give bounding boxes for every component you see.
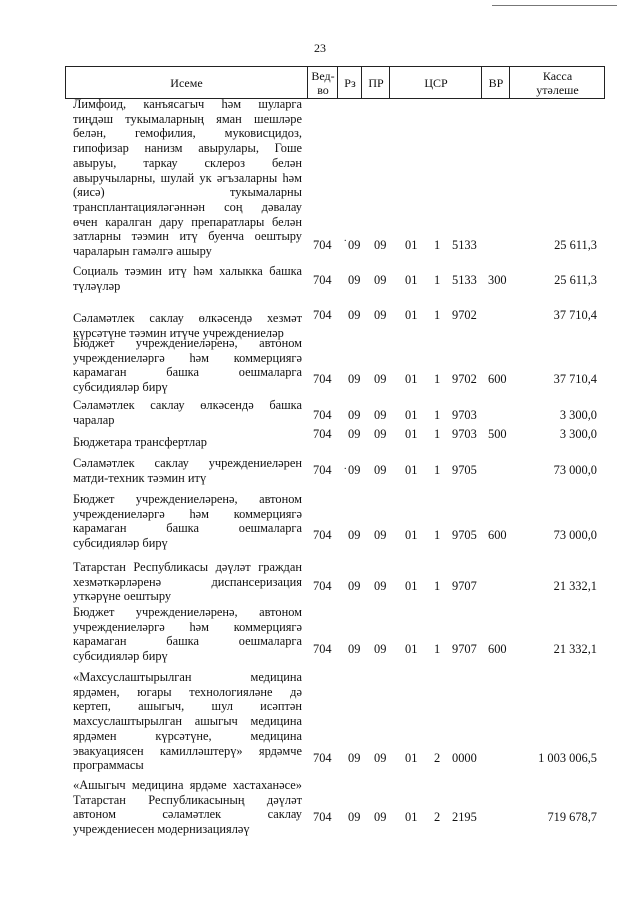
cell-pr: 09 bbox=[374, 751, 387, 765]
row-name-line: авыручыларны, шулай ук әгъзаларны һәм bbox=[73, 170, 302, 185]
cell-csr-code: 9703 bbox=[452, 427, 477, 441]
cell-rz: 09 bbox=[348, 642, 361, 656]
cell-pr: 09 bbox=[374, 308, 387, 322]
cell-csr-code: 5133 bbox=[452, 238, 477, 252]
cell-csr-program: 01 bbox=[405, 308, 418, 322]
row-name-line: Бюджет учреждениеләренә, автоном bbox=[73, 336, 302, 350]
cell-csr-program: 01 bbox=[405, 372, 418, 386]
cell-rz: 09 bbox=[348, 238, 361, 252]
row-name-line: карамаган башка оешмаларга bbox=[73, 634, 302, 649]
row-name-line: Сәламәтлек саклау өлкәсендә башка bbox=[73, 398, 302, 412]
cell-csr-program: 01 bbox=[405, 238, 418, 252]
row-name-line: карамаган башка оешмаларга bbox=[73, 365, 302, 380]
cell-csr-subprogram: 1 bbox=[434, 427, 441, 441]
cell-rz: 09 bbox=[348, 372, 361, 386]
cell-pr: 09 bbox=[374, 642, 387, 656]
cell-csr-code: 9702 bbox=[452, 372, 477, 386]
cell-vr: 600 bbox=[488, 528, 507, 542]
row-name-line: Сәламәтлек саклау өлкәсендә хезмәт bbox=[73, 311, 302, 325]
row-name-line: субсидияләр бирү bbox=[73, 380, 168, 395]
cell-kassa: 73 000,0 bbox=[553, 463, 597, 477]
row-name-line: белән, гемофилия, муковисцидоз, bbox=[73, 126, 302, 141]
header-name: Исеме bbox=[170, 75, 203, 90]
row-name bbox=[73, 336, 302, 395]
cell-csr-subprogram: 1 bbox=[434, 273, 441, 287]
cell-kassa: 25 611,3 bbox=[554, 238, 597, 252]
row-name-line: эвакуациясен камилләштерү» ярдәмче bbox=[73, 743, 302, 758]
cell-rz: 09 bbox=[348, 579, 361, 593]
cell-csr-code: 9705 bbox=[452, 463, 477, 477]
cell-pr: 09 bbox=[374, 463, 387, 477]
row-name-line: күрсәтүне тәэмин итүче учреждениеләр bbox=[73, 325, 284, 340]
cell-vedomstvo: 704 bbox=[313, 273, 332, 287]
cell-csr-program: 01 bbox=[405, 810, 418, 824]
cell-vedomstvo: 704 bbox=[313, 308, 332, 322]
row-name-line: программасы bbox=[73, 758, 144, 773]
row-name-line: гипофизар нанизм авырулары, Гоше bbox=[73, 141, 302, 156]
cell-csr-subprogram: 1 bbox=[434, 408, 441, 422]
cell-csr-subprogram: 2 bbox=[434, 751, 441, 765]
row-name-line: Лимфоид, канъясагыч һәм шуларга bbox=[73, 97, 302, 111]
row-name-line: матди-техник тәэмин итү bbox=[73, 470, 207, 485]
cell-pr: 09 bbox=[374, 528, 387, 542]
cell-csr-program: 01 bbox=[405, 528, 418, 542]
cell-vr: 600 bbox=[488, 372, 507, 386]
cell-pr: 09 bbox=[374, 408, 387, 422]
cell-csr-code: 2195 bbox=[452, 810, 477, 824]
cell-csr-program: 01 bbox=[405, 273, 418, 287]
row-name-line: Социаль тәэмин итү һәм халыкка башка bbox=[73, 264, 302, 278]
header-rz: Рз bbox=[337, 67, 362, 98]
cell-csr-subprogram: 1 bbox=[434, 579, 441, 593]
row-name-line: тиңдәш тукымаларның яман шешләре bbox=[73, 111, 302, 126]
row-name-line: (яисә) тукымаларны bbox=[73, 185, 302, 200]
cell-rz: 09 bbox=[348, 528, 361, 542]
row-name-line: трансплантацияләгәннән соң дәвалау bbox=[73, 199, 302, 214]
cell-pr: 09 bbox=[374, 579, 387, 593]
cell-rz: 09 bbox=[348, 427, 361, 441]
cell-csr-code: 9702 bbox=[452, 308, 477, 322]
cell-pr: 09 bbox=[374, 810, 387, 824]
cell-vedomstvo: 704 bbox=[313, 642, 332, 656]
cell-kassa: 37 710,4 bbox=[553, 372, 597, 386]
cell-csr-code: 9707 bbox=[452, 579, 477, 593]
row-name-line: хезмәткәрләренә диспансеризация bbox=[73, 574, 302, 589]
cell-csr-code: 9705 bbox=[452, 528, 477, 542]
cell-csr-subprogram: 1 bbox=[434, 308, 441, 322]
cell-vedomstvo: 704 bbox=[313, 408, 332, 422]
cell-rz: 09 bbox=[348, 308, 361, 322]
header-csr: ЦСР bbox=[389, 67, 482, 98]
cell-vr: 600 bbox=[488, 642, 507, 656]
page-number: 23 bbox=[314, 41, 326, 55]
cell-rz: 09 bbox=[348, 751, 361, 765]
row-name-line: махсуслаштырылган ашыгыч медицина bbox=[73, 714, 302, 729]
header-pr: ПР bbox=[361, 67, 390, 98]
row-name-line: учреждениеләргә һәм коммерциягә bbox=[73, 506, 302, 521]
cell-csr-subprogram: 1 bbox=[434, 372, 441, 386]
row-name-line: ярдәмен күрсәтүне, медицина bbox=[73, 728, 302, 743]
cell-csr-program: 01 bbox=[405, 579, 418, 593]
row-name bbox=[73, 605, 302, 664]
cell-rz: 09 bbox=[348, 408, 361, 422]
cell-kassa: 1 003 006,5 bbox=[538, 751, 597, 765]
cell-vedomstvo: 704 bbox=[313, 579, 332, 593]
cell-csr-subprogram: 1 bbox=[434, 463, 441, 477]
row-name bbox=[73, 398, 302, 427]
cell-csr-code: 5133 bbox=[452, 273, 477, 287]
row-name bbox=[73, 560, 302, 604]
row-name-line: ярдәмен, югары технологияләне дә bbox=[73, 684, 302, 699]
cell-csr-subprogram: 1 bbox=[434, 642, 441, 656]
row-name-line: «Махсуслаштырылган медицина bbox=[73, 670, 302, 684]
row-name bbox=[73, 670, 302, 773]
cell-kassa: 37 710,4 bbox=[553, 308, 597, 322]
cell-kassa: 73 000,0 bbox=[553, 528, 597, 542]
cell-rz: 09 bbox=[348, 273, 361, 287]
row-name bbox=[73, 456, 302, 485]
row-name-line: өчен каралган дару препаратлары белән bbox=[73, 214, 302, 229]
row-name-line: авыруы, таркау склероз белән bbox=[73, 155, 302, 170]
scan-speck: . bbox=[344, 461, 347, 472]
row-name bbox=[73, 264, 302, 293]
cell-kassa: 21 332,1 bbox=[553, 642, 597, 656]
row-name-line: затларны тәэмин итү буенча оештыру bbox=[73, 229, 302, 244]
cell-kassa: 25 611,3 bbox=[554, 273, 597, 287]
cell-csr-code: 9703 bbox=[452, 408, 477, 422]
cell-csr-program: 01 bbox=[405, 642, 418, 656]
row-name-line: Бюджетара трансфертлар bbox=[73, 435, 207, 449]
cell-csr-subprogram: 1 bbox=[434, 528, 441, 542]
row-name-line: автоном сәламәтлек саклау bbox=[73, 807, 302, 822]
cell-pr: 09 bbox=[374, 238, 387, 252]
cell-vedomstvo: 704 bbox=[313, 463, 332, 477]
header-kassa: Касса утәлеше bbox=[509, 67, 605, 98]
row-name-line: Бюджет учреждениеләренә, автоном bbox=[73, 492, 302, 506]
row-name-line: субсидияләр бирү bbox=[73, 649, 168, 664]
row-name-line: түләүләр bbox=[73, 278, 121, 293]
cell-csr-program: 01 bbox=[405, 463, 418, 477]
cell-vr: 300 bbox=[488, 273, 507, 287]
cell-vedomstvo: 704 bbox=[313, 810, 332, 824]
row-name-line: Бюджет учреждениеләренә, автоном bbox=[73, 605, 302, 619]
row-name-line: Сәламәтлек саклау учреждениеләрен bbox=[73, 456, 302, 470]
row-name-line: учреждениесен модернизацияләү bbox=[73, 822, 250, 837]
row-name-line: «Ашыгыч медицина ярдәме хастаханәсе» bbox=[73, 778, 302, 792]
cell-vedomstvo: 704 bbox=[313, 751, 332, 765]
cell-pr: 09 bbox=[374, 427, 387, 441]
cell-csr-program: 01 bbox=[405, 427, 418, 441]
cell-csr-program: 01 bbox=[405, 751, 418, 765]
cell-kassa: 719 678,7 bbox=[547, 810, 597, 824]
row-name-line: учреждениеләргә һәм коммерциягә bbox=[73, 350, 302, 365]
row-name-line: чаралар bbox=[73, 412, 115, 427]
cell-vedomstvo: 704 bbox=[313, 372, 332, 386]
row-name bbox=[73, 97, 302, 259]
row-name bbox=[73, 435, 302, 450]
cell-vr: 500 bbox=[488, 427, 507, 441]
row-name bbox=[73, 778, 302, 837]
cell-vedomstvo: 704 bbox=[313, 427, 332, 441]
row-name-line: уткәрүне оештыру bbox=[73, 589, 172, 604]
cell-vedomstvo: 704 bbox=[313, 528, 332, 542]
row-name bbox=[73, 492, 302, 551]
row-name-line: учреждениеләргә һәм коммерциягә bbox=[73, 619, 302, 634]
header-vr: ВР bbox=[481, 67, 510, 98]
row-name-line: карамаган башка оешмаларга bbox=[73, 521, 302, 536]
cell-csr-subprogram: 2 bbox=[434, 810, 441, 824]
cell-csr-code: 9707 bbox=[452, 642, 477, 656]
cell-csr-code: 0000 bbox=[452, 751, 477, 765]
cell-pr: 09 bbox=[374, 372, 387, 386]
cell-kassa: 3 300,0 bbox=[559, 408, 597, 422]
scan-speck: . bbox=[344, 233, 347, 244]
row-name-line: Татарстан Республикасының дәүләт bbox=[73, 792, 302, 807]
cell-rz: 09 bbox=[348, 463, 361, 477]
cell-rz: 09 bbox=[348, 810, 361, 824]
header-vedomstvo: Вед- во bbox=[307, 67, 338, 98]
cell-pr: 09 bbox=[374, 273, 387, 287]
cell-csr-subprogram: 1 bbox=[434, 238, 441, 252]
cell-csr-program: 01 bbox=[405, 408, 418, 422]
cell-kassa: 3 300,0 bbox=[559, 427, 597, 441]
cell-vedomstvo: 704 bbox=[313, 238, 332, 252]
cell-kassa: 21 332,1 bbox=[553, 579, 597, 593]
row-name-line: кертеп, ашыгыч, шул исәптән bbox=[73, 699, 302, 714]
row-name-line: Татарстан Республикасы дәүләт граждан bbox=[73, 560, 302, 574]
row-name-line: субсидияләр бирү bbox=[73, 536, 168, 551]
row-name-line: чараларын гамәлгә ашыру bbox=[73, 244, 212, 259]
